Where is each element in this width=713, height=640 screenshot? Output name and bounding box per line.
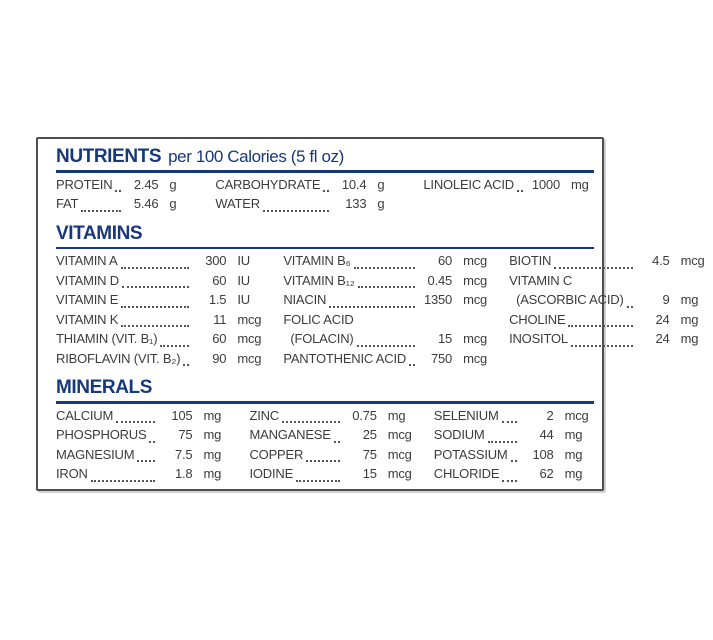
nutrient-label: LINOLEIC ACID bbox=[423, 176, 514, 192]
nutrient-label: CHLORIDE bbox=[433, 466, 500, 481]
nutrient-row bbox=[509, 331, 713, 351]
nutrients-column-1 bbox=[56, 177, 201, 216]
nutrient-row bbox=[283, 253, 495, 273]
nutrient-unit: mg bbox=[564, 446, 583, 462]
nutrient-label: VITAMIN E bbox=[56, 292, 119, 307]
nutrient-unit: mcg bbox=[237, 331, 262, 346]
nutrient-value: 133 bbox=[345, 196, 367, 211]
minerals-column-1 bbox=[56, 408, 235, 486]
nutrient-value: 2.45 bbox=[133, 176, 159, 192]
nutrients-columns bbox=[56, 177, 594, 216]
nutrient-value: 90 bbox=[212, 350, 227, 366]
nutrient-row bbox=[215, 196, 409, 216]
nutrient-row bbox=[56, 273, 269, 293]
section-nutrients bbox=[56, 146, 594, 216]
dot-leader bbox=[358, 286, 415, 288]
dot-leader bbox=[296, 480, 340, 482]
nutrient-label: THIAMIN (VIT. B₁) bbox=[56, 331, 158, 346]
dot-leader bbox=[121, 267, 190, 269]
nutrient-row bbox=[56, 408, 235, 428]
nutrient-label: VITAMIN A bbox=[56, 253, 118, 268]
nutrient-value: 24 bbox=[655, 311, 670, 327]
nutrient-unit: g bbox=[377, 196, 385, 211]
nutrient-value: 1.8 bbox=[174, 466, 193, 481]
nutrient-value: 5.46 bbox=[133, 196, 159, 211]
dot-leader bbox=[488, 441, 517, 443]
nutrient-unit: mcg bbox=[564, 407, 589, 423]
nutrient-unit: mcg bbox=[463, 331, 488, 346]
nutrient-unit: mg bbox=[680, 292, 699, 307]
nutrient-unit: mcg bbox=[463, 350, 488, 366]
nutrient-value: 1350 bbox=[423, 292, 453, 307]
nutrient-unit: mcg bbox=[463, 272, 488, 288]
nutrient-label: ZINC bbox=[249, 407, 279, 423]
nutrient-row bbox=[56, 466, 235, 486]
nutrients-subtitle: per 100 Calories (5 fl oz) bbox=[168, 147, 344, 166]
nutrient-row bbox=[509, 253, 713, 273]
nutrient-label: MANGANESE bbox=[249, 427, 331, 442]
nutrient-row bbox=[56, 331, 269, 351]
dot-leader bbox=[568, 325, 632, 327]
nutrient-row bbox=[56, 427, 235, 447]
nutrient-value: 0.45 bbox=[427, 272, 453, 288]
nutrient-value: 9 bbox=[662, 292, 670, 307]
nutrient-value: 1000 bbox=[531, 176, 560, 192]
nutrient-unit: g bbox=[377, 176, 385, 192]
nutrient-value: 62 bbox=[539, 466, 554, 481]
dot-leader bbox=[160, 345, 189, 347]
nutrient-label: IODINE bbox=[249, 466, 294, 481]
nutrient-label: PHOSPHORUS bbox=[56, 427, 147, 442]
nutrient-label: VITAMIN D bbox=[56, 272, 119, 288]
nutrient-value: 0.75 bbox=[352, 407, 377, 423]
dot-leader bbox=[517, 190, 523, 192]
nutrient-label: COPPER bbox=[249, 446, 304, 462]
nutrient-unit: mg bbox=[387, 407, 406, 423]
nutrient-label: CALCIUM bbox=[56, 407, 114, 423]
minerals-column-3 bbox=[434, 408, 597, 486]
nutrient-value: 10.4 bbox=[341, 176, 367, 192]
nutrient-value: 7.5 bbox=[174, 446, 193, 462]
dot-leader bbox=[121, 325, 189, 327]
nutrients-column-3 bbox=[423, 177, 603, 197]
nutrient-label: FAT bbox=[56, 196, 79, 211]
nutrient-label: BIOTIN bbox=[509, 253, 552, 268]
nutrient-row bbox=[509, 292, 713, 312]
minerals-title: MINERALS bbox=[56, 377, 153, 398]
nutrient-value: 105 bbox=[171, 407, 193, 423]
dot-leader bbox=[627, 306, 633, 308]
nutrient-label: NIACIN bbox=[283, 292, 327, 307]
nutrients-title: NUTRIENTS bbox=[56, 146, 162, 167]
dot-leader bbox=[306, 460, 340, 462]
nutrient-unit: IU bbox=[237, 272, 250, 288]
section-rule bbox=[56, 247, 594, 250]
nutrient-row bbox=[56, 351, 269, 371]
nutrient-unit: g bbox=[169, 196, 177, 211]
nutrient-value: 25 bbox=[362, 427, 377, 442]
dot-leader bbox=[554, 267, 632, 269]
dot-leader bbox=[334, 441, 340, 443]
dot-leader bbox=[357, 345, 416, 347]
nutrient-row bbox=[215, 177, 409, 197]
nutrient-value: 108 bbox=[532, 446, 554, 462]
vitamins-column-3 bbox=[509, 253, 713, 351]
minerals-column-2 bbox=[249, 408, 419, 486]
nutrient-unit: IU bbox=[237, 253, 250, 268]
nutrient-unit: mcg bbox=[387, 446, 412, 462]
nutrient-label: WATER bbox=[215, 196, 260, 211]
minerals-columns bbox=[56, 408, 594, 486]
nutrient-row bbox=[56, 447, 235, 467]
nutrient-label: RIBOFLAVIN (VIT. B₂) bbox=[56, 350, 181, 366]
nutrient-row bbox=[434, 408, 597, 428]
nutrient-label-line2: (ASCORBIC ACID) bbox=[516, 292, 624, 307]
nutrient-label: CHOLINE bbox=[509, 311, 566, 327]
nutrient-unit: mcg bbox=[463, 292, 488, 307]
section-rule bbox=[56, 170, 594, 173]
dot-leader bbox=[263, 210, 329, 212]
dot-leader bbox=[81, 210, 121, 212]
dot-leader bbox=[122, 286, 189, 288]
section-rule bbox=[56, 401, 594, 404]
nutrients-header bbox=[56, 146, 594, 168]
nutrient-unit: mcg bbox=[387, 466, 412, 481]
nutrient-label: CARBOHYDRATE bbox=[215, 176, 321, 192]
dot-leader bbox=[502, 421, 517, 423]
nutrient-row bbox=[283, 351, 495, 371]
section-minerals bbox=[56, 377, 594, 486]
nutrient-row bbox=[509, 273, 713, 293]
nutrient-value: 15 bbox=[362, 466, 377, 481]
nutrient-label: IRON bbox=[56, 466, 88, 481]
nutrient-label: VITAMIN C bbox=[509, 272, 573, 288]
nutrient-row bbox=[283, 273, 495, 293]
nutrient-value: 75 bbox=[178, 427, 193, 442]
dot-leader bbox=[511, 460, 517, 462]
nutrient-value: 750 bbox=[430, 350, 453, 366]
dot-leader bbox=[409, 364, 415, 366]
nutrient-unit: g bbox=[169, 176, 177, 192]
dot-leader bbox=[282, 421, 340, 423]
nutrient-row bbox=[283, 292, 495, 312]
nutrient-row bbox=[249, 447, 419, 467]
nutrition-label bbox=[36, 137, 705, 491]
vitamins-column-1 bbox=[56, 253, 269, 370]
nutrient-row bbox=[434, 427, 597, 447]
nutrient-label: POTASSIUM bbox=[433, 446, 508, 462]
nutrient-label: PANTOTHENIC ACID bbox=[283, 350, 407, 366]
nutrient-row bbox=[249, 408, 419, 428]
nutrient-unit: mg bbox=[203, 446, 222, 462]
nutrient-row bbox=[423, 177, 603, 197]
nutrient-label: SODIUM bbox=[433, 427, 485, 442]
nutrient-row bbox=[56, 292, 269, 312]
nutrient-unit: mg bbox=[203, 407, 222, 423]
dot-leader bbox=[323, 190, 329, 192]
nutrient-value: 60 bbox=[212, 272, 227, 288]
nutrient-row bbox=[249, 427, 419, 447]
nutrient-value: 1.5 bbox=[208, 292, 227, 307]
nutrient-row bbox=[434, 466, 597, 486]
nutrient-unit: mg bbox=[564, 466, 583, 481]
nutrient-unit: IU bbox=[237, 292, 250, 307]
nutrient-value: 4.5 bbox=[652, 253, 670, 268]
dot-leader bbox=[137, 460, 155, 462]
section-vitamins bbox=[56, 222, 705, 371]
vitamins-header bbox=[56, 223, 594, 245]
nutrient-unit: mcg bbox=[463, 253, 488, 268]
nutrient-value: 60 bbox=[212, 331, 227, 346]
nutrient-label: VITAMIN K bbox=[56, 311, 119, 327]
nutrient-value: 2 bbox=[546, 407, 554, 423]
nutrient-unit: mg bbox=[570, 176, 589, 192]
dot-leader bbox=[502, 480, 516, 482]
vitamins-column-2 bbox=[283, 253, 495, 370]
vitamins-title: VITAMINS bbox=[56, 222, 143, 244]
nutrients-column-2 bbox=[215, 177, 409, 216]
nutrient-unit: mg bbox=[564, 427, 583, 442]
nutrient-row bbox=[509, 312, 713, 332]
dot-leader bbox=[149, 441, 155, 443]
nutrient-unit: mcg bbox=[680, 253, 705, 268]
nutrient-label: PROTEIN bbox=[56, 176, 113, 192]
nutrient-value: 24 bbox=[655, 331, 670, 346]
nutrient-label: VITAMIN B₁₂ bbox=[283, 272, 355, 288]
nutrient-row bbox=[56, 253, 269, 273]
nutrient-unit: mg bbox=[203, 466, 222, 481]
nutrient-row bbox=[56, 177, 201, 197]
dot-leader bbox=[91, 480, 156, 482]
dot-leader bbox=[329, 306, 415, 308]
nutrient-label: MAGNESIUM bbox=[56, 446, 135, 462]
dot-leader bbox=[116, 421, 155, 423]
dot-leader bbox=[571, 345, 633, 347]
dot-leader bbox=[183, 364, 189, 366]
nutrient-row bbox=[249, 466, 419, 486]
nutrient-value: 300 bbox=[205, 253, 227, 268]
nutrient-unit: mg bbox=[680, 331, 699, 346]
dot-leader bbox=[354, 267, 415, 269]
nutrient-label: SELENIUM bbox=[433, 407, 499, 423]
nutrient-label: INOSITOL bbox=[509, 331, 568, 346]
nutrient-unit: mcg bbox=[237, 311, 262, 327]
nutrient-label: FOLIC ACID bbox=[283, 311, 354, 327]
nutrient-row bbox=[56, 312, 269, 332]
nutrient-row bbox=[434, 447, 597, 467]
nutrient-value: 75 bbox=[362, 446, 377, 462]
nutrient-row bbox=[283, 312, 495, 332]
dot-leader bbox=[121, 306, 189, 308]
nutrient-unit: mcg bbox=[237, 350, 262, 366]
nutrient-unit: mcg bbox=[387, 427, 412, 442]
nutrient-unit: mg bbox=[680, 311, 699, 327]
dot-leader bbox=[115, 190, 121, 192]
nutrient-value: 60 bbox=[438, 253, 453, 268]
nutrient-row bbox=[283, 331, 495, 351]
nutrient-label-line2: (FOLACIN) bbox=[290, 331, 354, 346]
vitamins-columns bbox=[56, 253, 705, 370]
nutrient-row bbox=[56, 196, 201, 216]
nutrient-label: VITAMIN B₆ bbox=[283, 253, 351, 268]
nutrient-unit: mg bbox=[203, 427, 222, 442]
minerals-header bbox=[56, 377, 594, 399]
nutrient-value: 11 bbox=[213, 311, 227, 327]
nutrient-value: 44 bbox=[539, 427, 554, 442]
nutrient-value: 15 bbox=[438, 331, 453, 346]
